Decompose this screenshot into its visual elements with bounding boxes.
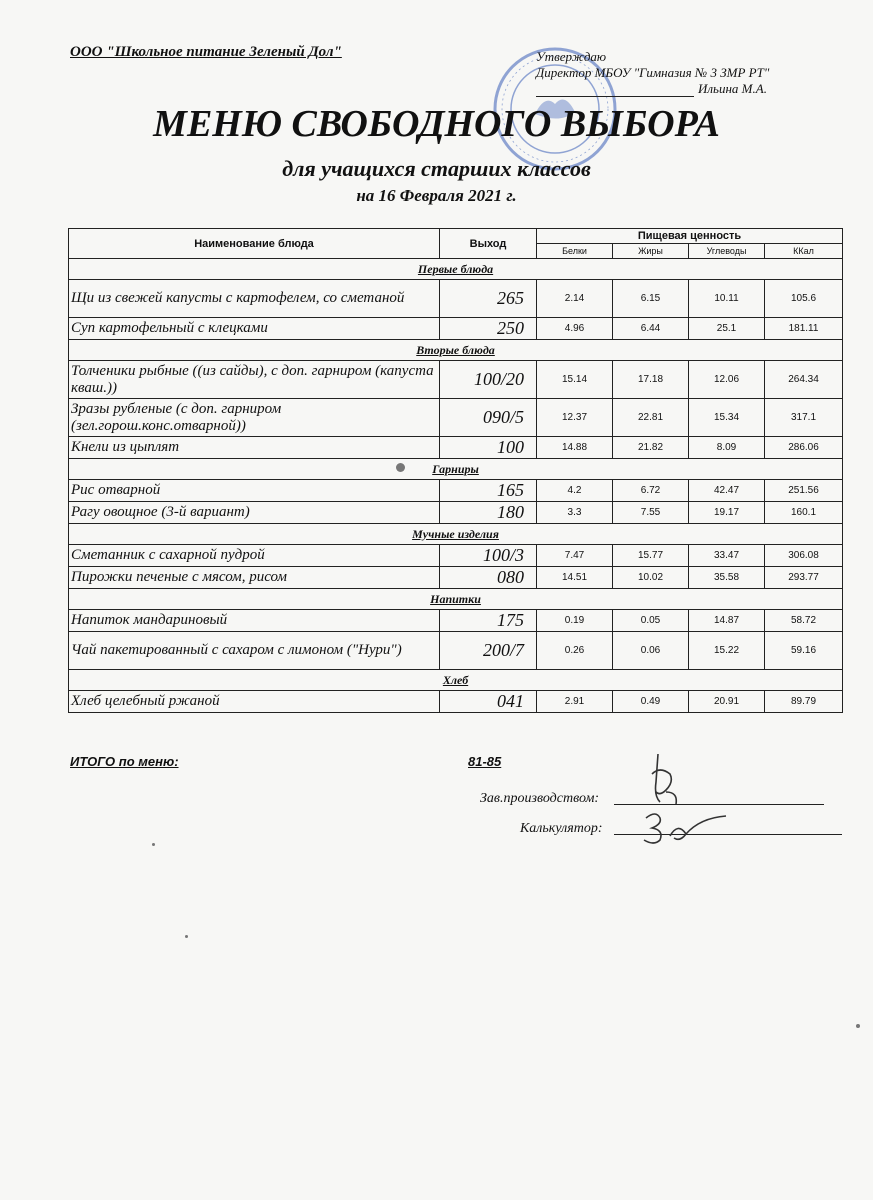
paper-mark (396, 463, 405, 472)
table-row (69, 361, 843, 399)
production-manager-label: Зав.производством: (480, 791, 600, 806)
dish-output: 100/20 (440, 361, 537, 399)
dish-output: 175 (440, 610, 537, 632)
page-subtitle: для учащихся старших классов (282, 156, 591, 181)
dish-carbs: 14.87 (689, 610, 765, 632)
calculator-label: Калькулятор: (520, 821, 603, 836)
menu-table (68, 228, 843, 713)
approval-person: Ильина М.А. (698, 81, 767, 96)
dish-kcal: 317.1 (765, 399, 843, 437)
approval-position: Директор МБОУ "Гимназия № 3 ЗМР РТ" (536, 65, 770, 80)
dish-fats: 21.82 (613, 437, 689, 459)
dish-carbs: 12.06 (689, 361, 765, 399)
dish-kcal: 286.06 (765, 437, 843, 459)
dish-proteins: 4.96 (537, 318, 613, 340)
total-value: 81-85 (468, 754, 502, 769)
header-proteins: Белки (537, 244, 613, 259)
paper-mark (856, 1024, 860, 1028)
table-row (69, 567, 843, 589)
dish-kcal: 89.79 (765, 691, 843, 713)
dish-fats: 6.15 (613, 280, 689, 318)
dish-proteins: 0.19 (537, 610, 613, 632)
dish-name: Сметанник с сахарной пудрой (69, 545, 440, 567)
header-fats: Жиры (613, 244, 689, 259)
dish-name: Пирожки печеные с мясом, рисом (69, 567, 440, 589)
dish-name: Рис отварной (69, 480, 440, 502)
table-row (69, 691, 843, 713)
organization-name: ООО "Школьное питание Зеленый Дол" (70, 44, 342, 60)
dish-output: 180 (440, 502, 537, 524)
dish-name: Хлеб целебный ржаной (69, 691, 440, 713)
dish-fats: 7.55 (613, 502, 689, 524)
paper-mark (152, 843, 155, 846)
dish-name: Напиток мандариновый (69, 610, 440, 632)
dish-output: 100/3 (440, 545, 537, 567)
page-title: МЕНЮ СВОБОДНОГО ВЫБОРА (153, 103, 720, 145)
dish-proteins: 14.51 (537, 567, 613, 589)
dish-output: 100 (440, 437, 537, 459)
table-row (69, 437, 843, 459)
dish-output: 165 (440, 480, 537, 502)
dish-fats: 10.02 (613, 567, 689, 589)
dish-kcal: 59.16 (765, 632, 843, 670)
table-row (69, 502, 843, 524)
dish-name: Рагу овощное (3-й вариант) (69, 502, 440, 524)
dish-kcal: 293.77 (765, 567, 843, 589)
dish-proteins: 12.37 (537, 399, 613, 437)
dish-proteins: 15.14 (537, 361, 613, 399)
dish-fats: 0.06 (613, 632, 689, 670)
dish-proteins: 2.91 (537, 691, 613, 713)
dish-name: Щи из свежей капусты с картофелем, со сметаной (69, 280, 440, 318)
table-row (69, 610, 843, 632)
paper-mark (185, 935, 188, 938)
section-title: Напитки (69, 589, 843, 610)
dish-kcal: 160.1 (765, 502, 843, 524)
dish-fats: 15.77 (613, 545, 689, 567)
dish-fats: 0.05 (613, 610, 689, 632)
dish-proteins: 7.47 (537, 545, 613, 567)
header-kcal: ККал (765, 244, 843, 259)
dish-output: 265 (440, 280, 537, 318)
approval-signature-line (536, 96, 694, 97)
dish-proteins: 3.3 (537, 502, 613, 524)
menu-date: на 16 Февраля 2021 г. (356, 186, 517, 205)
dish-output: 250 (440, 318, 537, 340)
section-title: Вторые блюда (69, 340, 843, 361)
dish-name: Суп картофельный с клецками (69, 318, 440, 340)
approval-block (536, 49, 769, 97)
table-row (69, 399, 843, 437)
section-title: Хлеб (69, 670, 843, 691)
approval-label: Утверждаю (536, 49, 607, 64)
dish-carbs: 8.09 (689, 437, 765, 459)
dish-output: 041 (440, 691, 537, 713)
dish-fats: 0.49 (613, 691, 689, 713)
dish-fats: 22.81 (613, 399, 689, 437)
signature-manager-icon (630, 752, 700, 812)
section-title: Гарниры (69, 459, 843, 480)
dish-proteins: 0.26 (537, 632, 613, 670)
header-dish-name: Наименование блюда (69, 229, 440, 259)
table-row (69, 480, 843, 502)
dish-carbs: 20.91 (689, 691, 765, 713)
dish-fats: 6.44 (613, 318, 689, 340)
dish-fats: 17.18 (613, 361, 689, 399)
dish-kcal: 306.08 (765, 545, 843, 567)
dish-carbs: 19.17 (689, 502, 765, 524)
dish-proteins: 14.88 (537, 437, 613, 459)
header-output: Выход (440, 229, 537, 259)
dish-carbs: 10.11 (689, 280, 765, 318)
section-title: Первые блюда (69, 259, 843, 280)
dish-carbs: 15.34 (689, 399, 765, 437)
section-title: Мучные изделия (69, 524, 843, 545)
table-row (69, 280, 843, 318)
table-row (69, 632, 843, 670)
dish-proteins: 2.14 (537, 280, 613, 318)
table-row (69, 318, 843, 340)
dish-kcal: 105.6 (765, 280, 843, 318)
dish-name: Зразы рубленые (с доп. гарниром (зел.горош.конс.отварной)) (69, 399, 440, 437)
total-label: ИТОГО по меню: (70, 754, 179, 769)
dish-carbs: 42.47 (689, 480, 765, 502)
dish-output: 080 (440, 567, 537, 589)
dish-carbs: 35.58 (689, 567, 765, 589)
header-carbs: Углеводы (689, 244, 765, 259)
dish-kcal: 264.34 (765, 361, 843, 399)
dish-carbs: 25.1 (689, 318, 765, 340)
dish-name: Толченики рыбные ((из сайды), с доп. гарниром (капуста кваш.)) (69, 361, 440, 399)
dish-name: Чай пакетированный с сахаром с лимоном ("Нури") (69, 632, 440, 670)
dish-carbs: 33.47 (689, 545, 765, 567)
dish-carbs: 15.22 (689, 632, 765, 670)
dish-name: Кнели из цыплят (69, 437, 440, 459)
dish-output: 090/5 (440, 399, 537, 437)
signature-calculator-icon (640, 808, 730, 848)
header-nutrition: Пищевая ценность (537, 229, 843, 244)
dish-kcal: 58.72 (765, 610, 843, 632)
dish-fats: 6.72 (613, 480, 689, 502)
dish-kcal: 251.56 (765, 480, 843, 502)
table-row (69, 545, 843, 567)
dish-output: 200/7 (440, 632, 537, 670)
dish-proteins: 4.2 (537, 480, 613, 502)
dish-kcal: 181.11 (765, 318, 843, 340)
